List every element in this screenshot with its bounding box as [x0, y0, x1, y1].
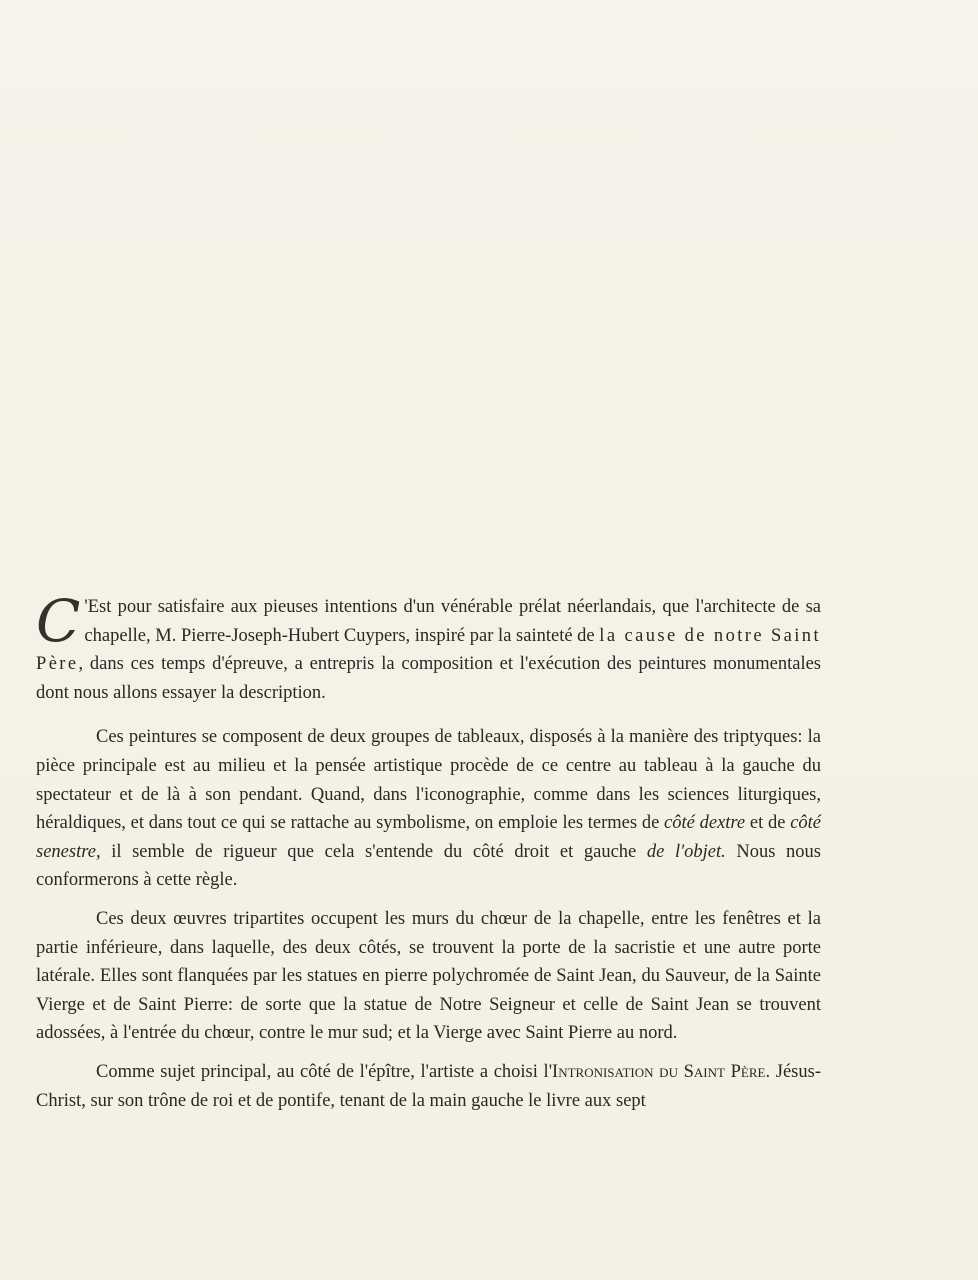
first-word-rest: 'Est — [84, 597, 112, 617]
paragraph-2 — [36, 723, 821, 895]
paragraph-3-text: Ces deux œuvres tripartites occupent les murs du chœur de la chapelle, entre les fenêtres et la partie inférieure, dans laquelle, des deux côtés, se trouvent la porte de la sacristie et une autre porte latérale. Elles sont flanquées par les statues en pierre polychromée de Saint Jean, du Sauveur, de la Sainte Vierge et de Saint Pierre: de sorte que la statue de Notre Seigneur et celle de Saint Jean se trouvent adossées, à l'entrée du chœur, contre le mur sud; et la Vierge avec Saint Pierre au nord. — [36, 908, 821, 1044]
paragraph-4-text-a: Comme sujet principal, au côté de l'épître, l'artiste a choisi l' — [96, 1061, 553, 1082]
paragraph-4-text-b: Jésus-Christ, sur son trône de roi et de pontife, tenant de la main gauche le livre aux sept — [36, 1061, 821, 1111]
paragraph-3 — [36, 905, 821, 1048]
paragraph-2-text-d: Nous nous conformerons à cette règle. — [36, 841, 821, 891]
paragraph-2-text-a: Ces peintures se composent de deux groupes de tableaux, disposés à la manière des triptyques: la pièce principale est au milieu et la pensée artistique procède de ce centre au tableau à la gauche du spectateur et de là à son pendant. Quand, dans l'iconographie, comme dans les sciences liturgiques, héraldiques, et dans tout ce qui se rattache au symbolisme, on emploie les termes de — [36, 727, 821, 834]
italic-de-lobjet: de l'objet. — [646, 841, 726, 862]
italic-cote-senestre: côté senestre — [36, 813, 821, 862]
spaced-phrase: la cause de notre Saint Père — [36, 625, 822, 675]
paragraph-4 — [36, 1058, 821, 1115]
paragraph-1-text-b: , dans ces temps d'épreuve, a entrepris la composition et l'exécution des peintures monumentales dont nous allons essayer la description. — [36, 654, 821, 703]
paragraph-2-text-b: et de — [745, 813, 791, 834]
italic-cote-dextre: côté dextre — [664, 813, 746, 834]
body-text — [36, 587, 822, 1125]
paragraph-1 — [36, 587, 822, 707]
smallcaps-intronisation: Intronisation du Saint Père. — [552, 1061, 771, 1082]
paragraph-1-text-a: pour satisfaire aux pieuses intentions d'un vénérable prélat néerlandais, que l'architecte de sa chapelle, M. Pierre-Joseph-Hubert Cuypers, inspiré par la sainteté de — [84, 597, 821, 646]
paragraph-2-text-c: , il semble de rigueur que cela s'entende du côté droit et gauche — [95, 841, 647, 862]
drop-cap-letter: C — [36, 587, 81, 655]
